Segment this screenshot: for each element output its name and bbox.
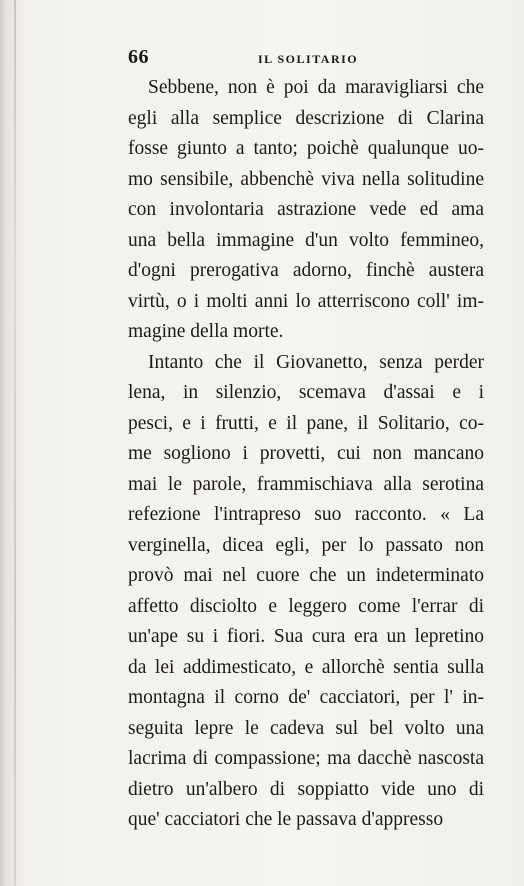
text-line: lena, in silenzio, scemava d'assai e i: [128, 382, 484, 403]
binding-shadow: [14, 0, 16, 886]
text-line: refezione l'intrapreso suo racconto. « La: [128, 504, 484, 525]
text-line: d'ogni prerogativa adorno, finchè austera: [128, 260, 484, 281]
text-line: Sebbene, non è poi da maravigliarsi che: [148, 77, 484, 98]
text-line: me sogliono i provetti, cui non mancano: [128, 443, 484, 464]
text-line: un'ape su i fiori. Sua cura era un lepretino: [128, 626, 484, 647]
running-title: IL SOLITARIO: [258, 52, 359, 66]
page-header: [128, 46, 484, 70]
text-line: virtù, o i molti anni lo atterriscono coll' im-: [128, 290, 484, 312]
text-line: una bella immagine d'un volto femmineo,: [128, 229, 484, 251]
text-line: dietro un'albero di soppiatto vide uno di: [128, 778, 484, 800]
text-line: magine della morte.: [128, 321, 284, 342]
text-line: egli alla semplice descrizione di Clarina: [128, 107, 484, 129]
text-line: que' cacciatori che le passava d'appresso: [128, 809, 444, 830]
text-line: con involontaria astrazione vede ed ama: [128, 199, 484, 220]
text-line: seguita lepre le cadeva sul bel volto una: [128, 717, 484, 739]
text-line: montagna il corno de' cacciatori, per l' in-: [128, 687, 484, 708]
text-line: mai le parole, frammischiava alla serotina: [128, 473, 484, 495]
text-line: affetto disciolto e leggero come l'errar di: [128, 595, 484, 617]
text-line: verginella, dicea egli, per lo passato non: [128, 534, 484, 556]
text-line: da lei addimesticato, e allorchè sentia sulla: [128, 656, 484, 678]
text-line: pesci, e i frutti, e il pane, il Solitario, co-: [128, 412, 484, 434]
text-line: mo sensibile, abbenchè viva nella solitudine: [128, 168, 484, 190]
text-line: fosse giunto a tanto; poichè qualunque uo-: [128, 138, 484, 159]
page-number: 66: [128, 46, 149, 68]
text-body: [128, 73, 484, 836]
text-line: lacrima di compassione; ma dacchè nascosta: [128, 748, 484, 769]
text-line: Intanto che il Giovanetto, senza perder: [148, 351, 484, 373]
text-line: provò mai nel cuore che un indeterminato: [128, 565, 484, 586]
